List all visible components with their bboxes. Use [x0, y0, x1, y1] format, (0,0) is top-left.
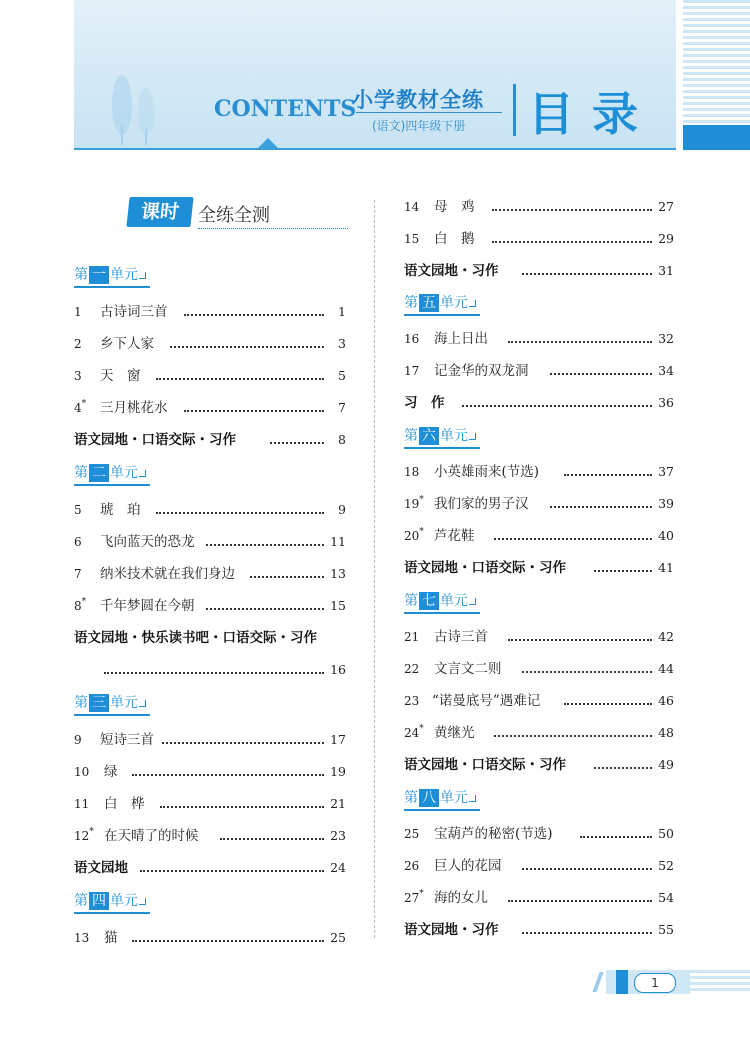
toc-entry[interactable]: 20* 芦花鞋 40: [404, 527, 674, 544]
unit-heading-1: 第 一 单元: [74, 266, 150, 288]
toc-entry[interactable]: 16 海上日出 32: [404, 331, 674, 347]
footer-slash: [592, 972, 603, 992]
toc-entry[interactable]: 11 白 桦 21: [74, 796, 346, 812]
toc-entry[interactable]: 22 文言文二则 44: [404, 661, 674, 677]
unit-heading-6: 第 六 单元: [404, 427, 480, 449]
title-divider: [513, 84, 516, 136]
toc-entry[interactable]: 1 古诗词三首 1: [74, 304, 346, 320]
toc-entry[interactable]: 10 绿 19: [74, 764, 346, 780]
unit-heading-7: 第 七 单元: [404, 592, 480, 614]
unit-heading-8: 第 八 单元: [404, 789, 480, 811]
unit-heading-5: 第 五 单元: [404, 294, 480, 316]
unit-heading-3: 第 三 单元: [74, 694, 150, 716]
tree-illustration-icon: [104, 70, 164, 145]
toc-entry-garden[interactable]: 语文园地・口语交际・习作 49: [404, 757, 674, 773]
badge-underline: [198, 227, 348, 229]
header-stripe-block: [683, 125, 750, 150]
toc-entry[interactable]: 17 记金华的双龙洞 34: [404, 363, 674, 379]
toc-entry[interactable]: 14 母 鸡 27: [404, 199, 674, 215]
toc-entry[interactable]: 27* 海的女儿 54: [404, 889, 674, 906]
toc-entry-garden[interactable]: 语文园地 24: [74, 860, 346, 876]
footer-accent: [616, 970, 628, 994]
toc-entry[interactable]: 3 天 窗 5: [74, 368, 346, 384]
toc-entry-writing[interactable]: 习 作 36: [404, 395, 674, 411]
toc-entry[interactable]: 4* 三月桃花水 7: [74, 399, 346, 416]
toc-entry[interactable]: 6 飞向蓝天的恐龙 11: [74, 534, 346, 550]
book-title: 小学教材全练: [352, 88, 484, 112]
toc-entry-garden[interactable]: 语文园地・习作 55: [404, 922, 674, 938]
page-number: 1: [634, 973, 676, 993]
toc-entry[interactable]: 2 乡下人家 3: [74, 336, 346, 352]
book-subtitle: (语文)四年级下册: [372, 119, 466, 133]
unit-heading-2: 第 二 单元: [74, 464, 150, 486]
footer-stripes: [690, 970, 750, 994]
header-triangle-marker: [258, 138, 278, 148]
toc-entry[interactable]: 19* 我们家的男子汉 39: [404, 495, 674, 512]
unit-heading-4: 第 四 单元: [74, 892, 150, 914]
toc-entry[interactable]: 12* 在天晴了的时候 23: [74, 827, 346, 844]
toc-entry-garden[interactable]: 语文园地・快乐读书吧・口语交际・习作: [74, 630, 317, 646]
page-title: 目录: [528, 87, 656, 141]
header-divider: [74, 148, 676, 150]
book-title-underline: [356, 112, 502, 113]
toc-entry[interactable]: 9 短诗三首 17: [74, 732, 346, 748]
toc-entry[interactable]: 8* 千年梦圆在今朝 15: [74, 597, 346, 614]
badge-sub: 全练全测: [198, 205, 270, 226]
toc-entry-garden[interactable]: 语文园地・口语交际・习作 41: [404, 560, 674, 576]
toc-entry[interactable]: 24* 黄继光 48: [404, 724, 674, 741]
toc-entry[interactable]: 13 猫 25: [74, 930, 346, 946]
toc-entry[interactable]: 5 琥 珀 9: [74, 502, 346, 518]
toc-entry[interactable]: 25 宝葫芦的秘密(节选) 50: [404, 826, 674, 842]
toc-entry[interactable]: 18 小英雄雨来(节选) 37: [404, 464, 674, 480]
toc-entry[interactable]: 7 纳米技术就在我们身边 13: [74, 566, 346, 582]
toc-entry-garden-page[interactable]: 16: [74, 660, 350, 680]
toc-entry[interactable]: 15 白 鹅 29: [404, 231, 674, 247]
column-divider: [374, 200, 375, 938]
toc-entry[interactable]: 21 古诗三首 42: [404, 629, 674, 645]
toc-entry[interactable]: 23 “诺曼底号”遇难记 46: [404, 693, 674, 709]
toc-entry-garden[interactable]: 语文园地・口语交际・习作 8: [74, 432, 346, 448]
contents-heading: CONTENTS: [214, 96, 357, 122]
toc-entry-garden[interactable]: 语文园地・习作 31: [404, 263, 674, 279]
toc-entry[interactable]: 26 巨人的花园 52: [404, 858, 674, 874]
badge-main: 课时: [126, 197, 193, 227]
